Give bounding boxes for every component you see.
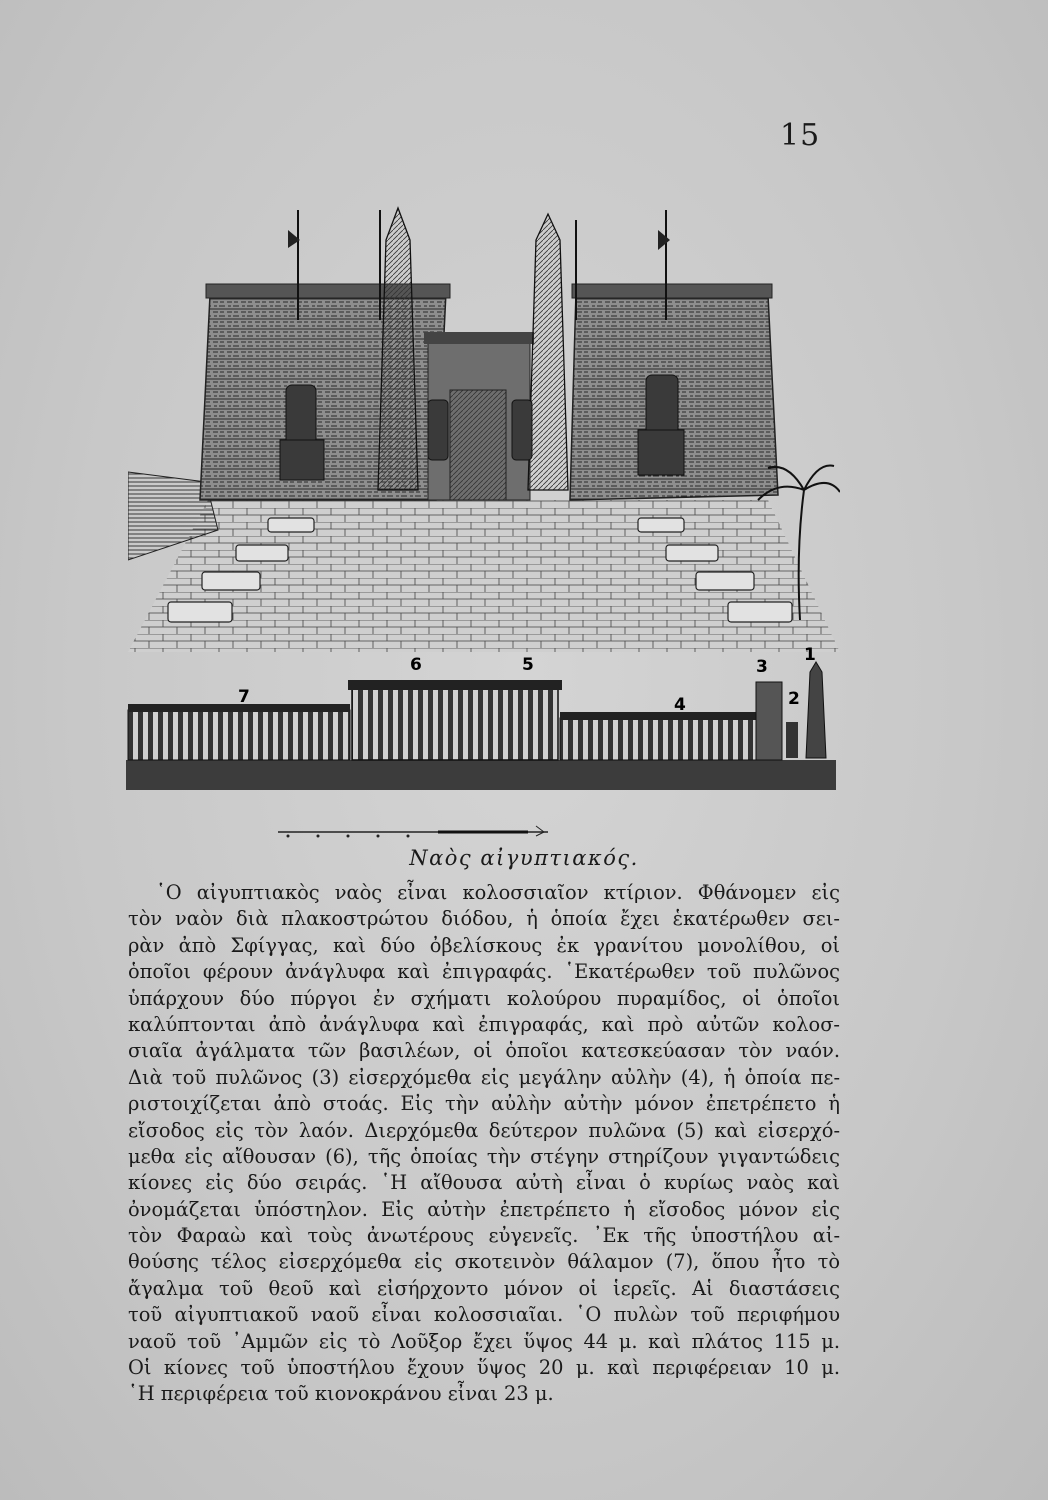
temple-section-plan [126, 642, 836, 792]
body-paragraph [128, 880, 840, 1408]
paragraph-line: εἴσοδος εἰς τὸν λαόν. Διερχόμεθα δεύτερον πυλῶνα (5) καὶ εἰσερχό- [128, 1118, 840, 1142]
paragraph-line: ῾Η περιφέρεια τοῦ κιονοκράνου εἶναι 23 μ. [128, 1382, 554, 1406]
paragraph-line: Διὰ τοῦ πυλῶνος (3) εἰσερχόμεθα εἰς μεγάλην αὐλὴν (4), ἡ ὁποία πε- [128, 1065, 840, 1089]
paragraph-line: θούσης τέλος εἰσερχόμεθα εἰς σκοτεινὸν θάλαμον (7), ὅπου ἦτο τὸ [128, 1250, 840, 1274]
paragraph-line: ὁποῖοι φέρουν ἀνάγλυφα καὶ ἐπιγραφάς. ῾Εκατέρωθεν τοῦ πυλῶνος [128, 960, 840, 984]
plan-label-1: 1 [804, 645, 816, 665]
paragraph-line: ρὰν ἀπὸ Σφίγγας, καὶ δύο ὀβελίσκους ἐκ γρανίτου μονολίθου, οἱ [128, 933, 840, 957]
paragraph-line: σιαῖα ἀγάλματα τῶν βασιλέων, οἱ ὁποῖοι κατεσκεύασαν τὸν ναόν. [128, 1039, 840, 1063]
paragraph-line: ῾Ο αἰγυπτιακὸς ναὸς εἶναι κολοσσιαῖον κτίριον. Φθάνομεν εἰς [156, 881, 840, 904]
plan-label-2: 2 [788, 689, 800, 709]
paragraph-line: ὑπάρχουν δύο πύργοι ἐν σχήματι κολούρου πυραμίδος, οἱ ὁποῖοι [128, 986, 840, 1010]
scale-bar [278, 818, 568, 842]
paragraph-line: ναοῦ τοῦ ᾿Αμμῶν εἰς τὸ Λοῦξορ ἔχει ὕψος 44 μ. καὶ πλάτος 115 μ. [128, 1329, 840, 1353]
left-obelisk [378, 208, 418, 490]
figure-caption: Ναὸς αἰγυπτιακός. [409, 846, 639, 870]
plan-label-3: 3 [756, 657, 768, 677]
paragraph-line: μεθα εἰς αἴθουσαν (6), τῆς ὁποίας τὴν στέγην στηρίζουν γιγαντώδεις [128, 1144, 840, 1168]
paragraph-line: τοῦ αἰγυπτιακοῦ ναοῦ εἶναι κολοσσιαῖαι. ῾Ο πυλὼν τοῦ περιφήμου [128, 1303, 840, 1327]
right-obelisk [528, 214, 568, 490]
paragraph-line: καλύπτονται ἀπὸ ἀνάγλυφα καὶ ἐπιγραφάς, καὶ πρὸ αὐτῶν κολοσ- [128, 1012, 840, 1036]
paragraph-line: Οἱ κίονες τοῦ ὑποστήλου ἔχουν ὕψος 20 μ. καὶ περιφέρειαν 10 μ. [128, 1356, 840, 1380]
paragraph-line: ριστοιχίζεται ἀπὸ στοάς. Εἰς τὴν αὐλὴν αὐτὴν μόνον ἐπετρέπετο ἡ [128, 1092, 840, 1116]
paragraph-line: τὸν ναὸν διὰ πλακοστρώτου διόδου, ἡ ὁποία ἔχει ἑκατέρωθεν σει- [128, 907, 840, 931]
plan-label-7: 7 [238, 687, 250, 707]
temple-engraving [128, 200, 840, 652]
paragraph-line: τὸν Φαραὼ καὶ τοὺς ἀνωτέρους εὐγενεῖς. ᾿Εκ τῆς ὑποστήλου αἰ- [128, 1224, 840, 1248]
plan-label-6: 6 [410, 655, 422, 675]
paragraph-line: ὀνομάζεται ὑπόστηλον. Εἰς αὐτὴν ἐπετρέπετο ἡ εἴσοδος μόνον εἰς [128, 1197, 840, 1221]
paragraph-line: ἄγαλμα τοῦ θεοῦ καὶ εἰσήρχοντο μόνον οἱ ἱερεῖς. Αἱ διαστάσεις [128, 1276, 840, 1300]
plan-label-4: 4 [674, 695, 686, 715]
plan-label-5: 5 [522, 655, 534, 675]
page-number: 15 [780, 118, 821, 153]
paragraph-line: κίονες εἰς δύο σειράς. ῾Η αἴθουσα αὐτὴ εἶναι ὁ κυρίως ναὸς καὶ [128, 1171, 840, 1195]
